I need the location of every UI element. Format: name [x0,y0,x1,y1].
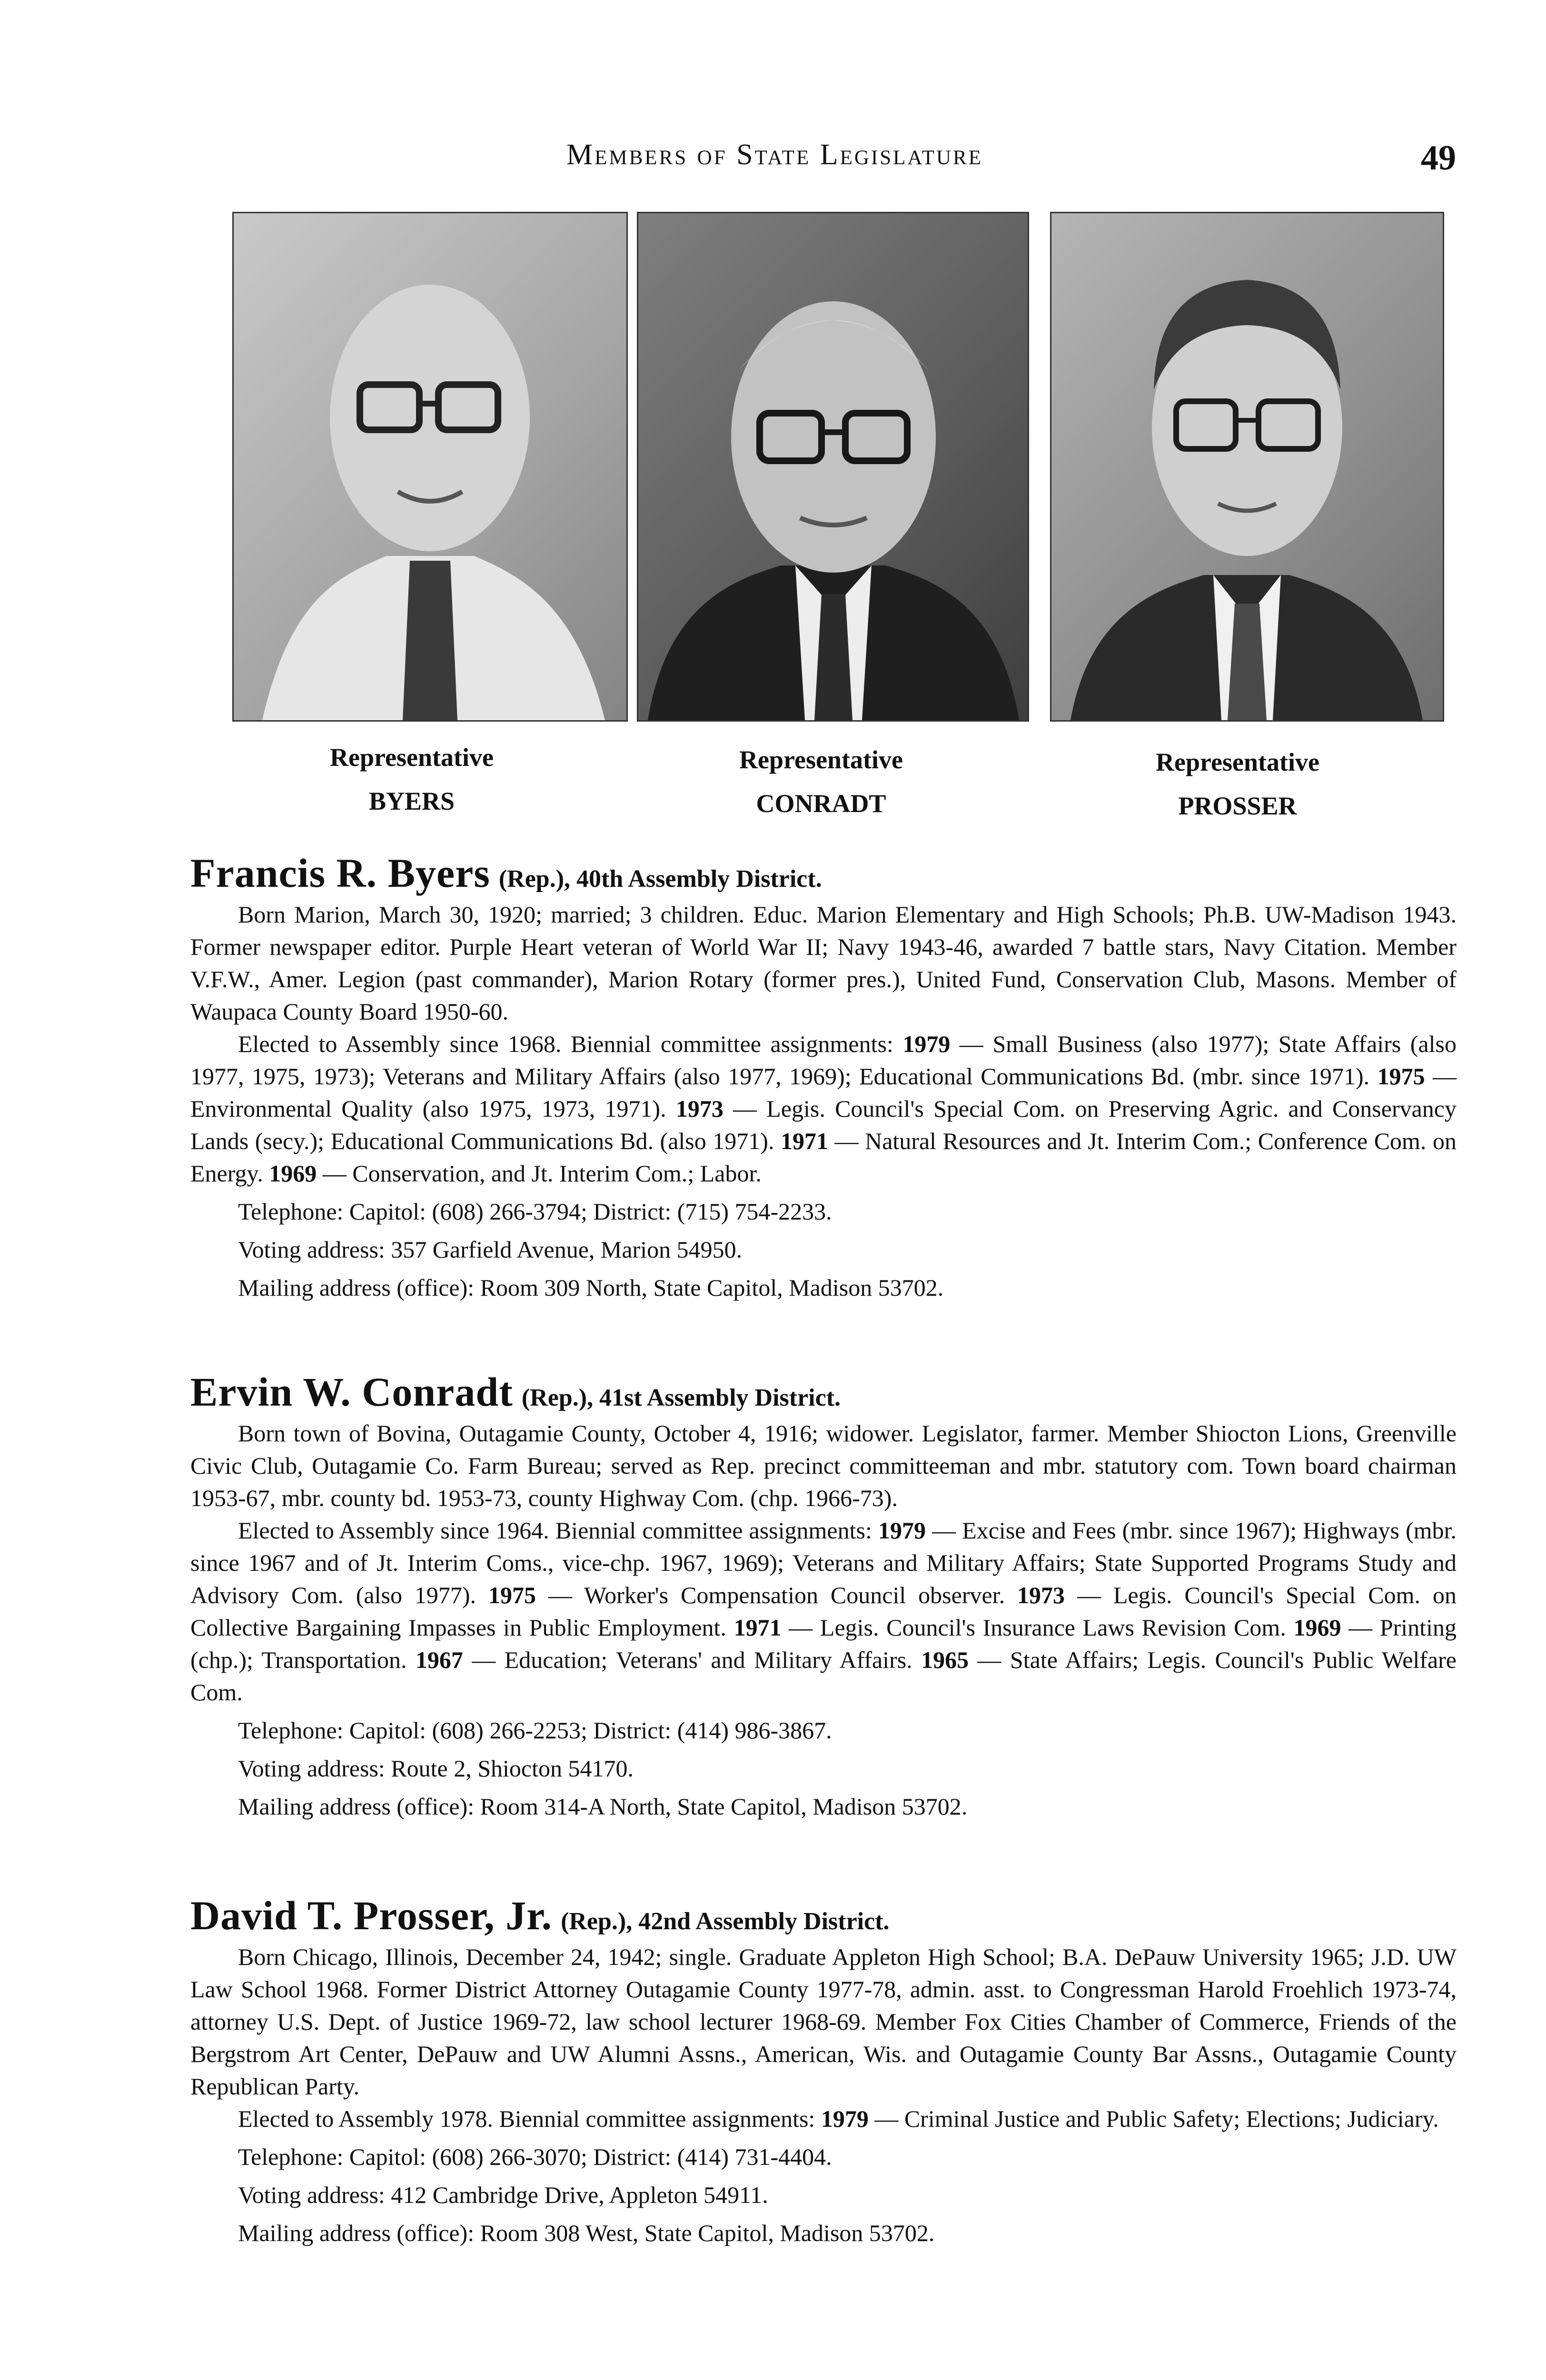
member-entry-prosser [190,1893,1457,2249]
caption-title: Representative [739,745,903,774]
member-entry-conradt [190,1369,1457,1823]
committee-text: — Printing (chp.); Transportation. [190,1614,1457,1673]
portrait-photo-byers [232,212,628,722]
telephone: Telephone: Capitol: (608) 266-3794; District: (715) 754-2233. [238,1198,832,1225]
committee-year: 1975 [488,1582,536,1608]
caption-name: PROSSER [1178,792,1297,820]
running-head [0,138,1546,190]
committee-year: 1979 [902,1031,951,1057]
committee-year: 1971 [733,1614,782,1641]
committee-text: — Legis. Council's Special Com. on Preserving Agric. and Conservancy Lands (secy.); Educational Communications Bd. (also 1971). [190,1095,1457,1154]
committee-assignments [190,1028,1457,1190]
member-district: , 42nd Assembly District. [626,1908,890,1935]
committee-text: — Small Business (also 1977); State Affairs (also 1977, 1975, 1973); Veterans and Military Affairs (also 1977, 1969); Educational Communications Bd. (mbr. since 1971). [190,1031,1457,1090]
member-district: , 41st Assembly District. [587,1384,841,1411]
committee-year: 1967 [415,1646,463,1673]
member-name: Francis R. Byers [190,850,490,896]
running-title: Members of State Legislature [566,139,983,171]
caption-title: Representative [1156,748,1319,776]
voting-address: Voting address: Route 2, Shiocton 54170. [238,1755,634,1782]
mailing-address: Mailing address (office): Room 309 North, State Capitol, Madison 53702. [238,1274,944,1301]
telephone: Telephone: Capitol: (608) 266-3070; District: (414) 731-4404. [238,2143,832,2170]
portrait-photo-prosser [1050,212,1444,722]
photo-caption-prosser [1071,740,1404,828]
committee-text: — Worker's Compensation Council observer. [536,1582,1018,1608]
telephone: Telephone: Capitol: (608) 266-2253; District: (414) 986-3867. [238,1717,832,1744]
committee-assignments [190,2102,1457,2135]
committee-year: 1965 [921,1646,969,1673]
committee-intro: Elected to Assembly 1978. Biennial committee assignments: [238,2105,815,2132]
committee-text: — Education; Veterans' and Military Affairs. [463,1646,922,1673]
member-heading [190,850,1457,896]
committee-text: — Conservation, and Jt. Interim Com.; Labor. [317,1160,762,1187]
member-name: David T. Prosser, Jr. [190,1893,553,1938]
committee-text: — Environmental Quality (also 1975, 1973, 1971). [190,1063,1457,1122]
committee-text: — Natural Resources and Jt. Interim Com.; Conference Com. on Energy. [190,1128,1457,1187]
mailing-address: Mailing address (office): Room 314-A North, State Capitol, Madison 53702. [238,1793,968,1820]
member-district: , 40th Assembly District. [564,865,822,892]
committee-year: 1973 [1017,1582,1065,1608]
page-number: 49 [1421,139,1456,178]
member-heading [190,1893,1457,1938]
mailing-address: Mailing address (office): Room 308 West, State Capitol, Madison 53702. [238,2220,935,2246]
committee-year: 1975 [1377,1063,1425,1090]
member-bio: Born Marion, March 30, 1920; married; 3 children. Educ. Marion Elementary and High Schools; Ph.B. UW-Madison 1943. Former newspaper editor. Purple Heart veteran of World War II; Navy 1943-46, awarded 7 battle stars, Navy Citation. Member V.F.W., Amer. Legion (past commander), Marion Rotary (former pres.), United Fund, Conservation Club, Masons. Member of Waupaca County Board 1950-60. [190,901,1457,1025]
member-name: Ervin W. Conradt [190,1369,513,1415]
voting-address: Voting address: 412 Cambridge Drive, Appleton 54911. [238,2182,768,2208]
committee-text: — Excise and Fees (mbr. since 1967); Highways (mbr. since 1967 and of Jt. Interim Coms., vice-chp. 1967, 1969); Veterans and Military Affairs; State Supported Programs Study and Advisory Com. (also 1977). [190,1517,1457,1608]
caption-name: BYERS [368,787,455,815]
committee-assignments [190,1514,1457,1708]
committee-text: — State Affairs; Legis. Council's Public Welfare Com. [190,1646,1457,1706]
committee-intro: Elected to Assembly since 1964. Biennial committee assignments: [238,1517,872,1544]
voting-address: Voting address: 357 Garfield Avenue, Marion 54950. [238,1236,743,1263]
member-entry-byers [190,850,1457,1304]
caption-title: Representative [330,743,494,772]
member-bio: Born Chicago, Illinois, December 24, 1942; single. Graduate Appleton High School; B.A. DePauw University 1965; J.D. UW Law School 1968. Former District Attorney Outagamie County 1977-78, admin. asst. to Congressman Harold Froehlich 1973-74, attorney U.S. Dept. of Justice 1969-72, law school lecturer 1968-69. Member Fox Cities Chamber of Commerce, Friends of the Bergstrom Art Center, DePauw and UW Alumni Assns., American, Wis. and Outagamie County Bar Assns., Outagamie County Republican Party. [190,1944,1457,2100]
member-party: (Rep.) [521,1384,587,1411]
member-party: (Rep.) [498,865,565,892]
committee-year: 1979 [821,2105,869,2132]
committee-year: 1969 [269,1160,317,1187]
committee-text: — Legis. Council's Insurance Laws Revision Com. [781,1614,1294,1641]
portrait-photo-conradt [637,212,1029,722]
photo-caption-byers [245,735,578,823]
committee-text: — Legis. Council's Special Com. on Collective Bargaining Impasses in Public Employment. [190,1582,1457,1641]
photo-caption-conradt [654,738,988,825]
committee-year: 1979 [878,1517,926,1544]
caption-name: CONRADT [756,789,886,818]
member-party: (Rep.) [561,1908,626,1935]
committee-year: 1973 [675,1095,723,1122]
member-heading [190,1369,1457,1415]
committee-text: — Criminal Justice and Public Safety; Elections; Judiciary. [868,2105,1439,2132]
committee-year: 1969 [1293,1614,1341,1641]
committee-intro: Elected to Assembly since 1968. Biennial committee assignments: [238,1031,893,1057]
member-bio: Born town of Bovina, Outagamie County, October 4, 1916; widower. Legislator, farmer. Member Shiocton Lions, Greenville Civic Club, Outagamie Co. Farm Bureau; served as Rep. precinct committeeman and mbr. statutory com. Town board chairman 1953-67, mbr. county bd. 1953-73, county Highway Com. (chp. 1966-73). [190,1420,1457,1511]
committee-year: 1971 [781,1128,829,1154]
